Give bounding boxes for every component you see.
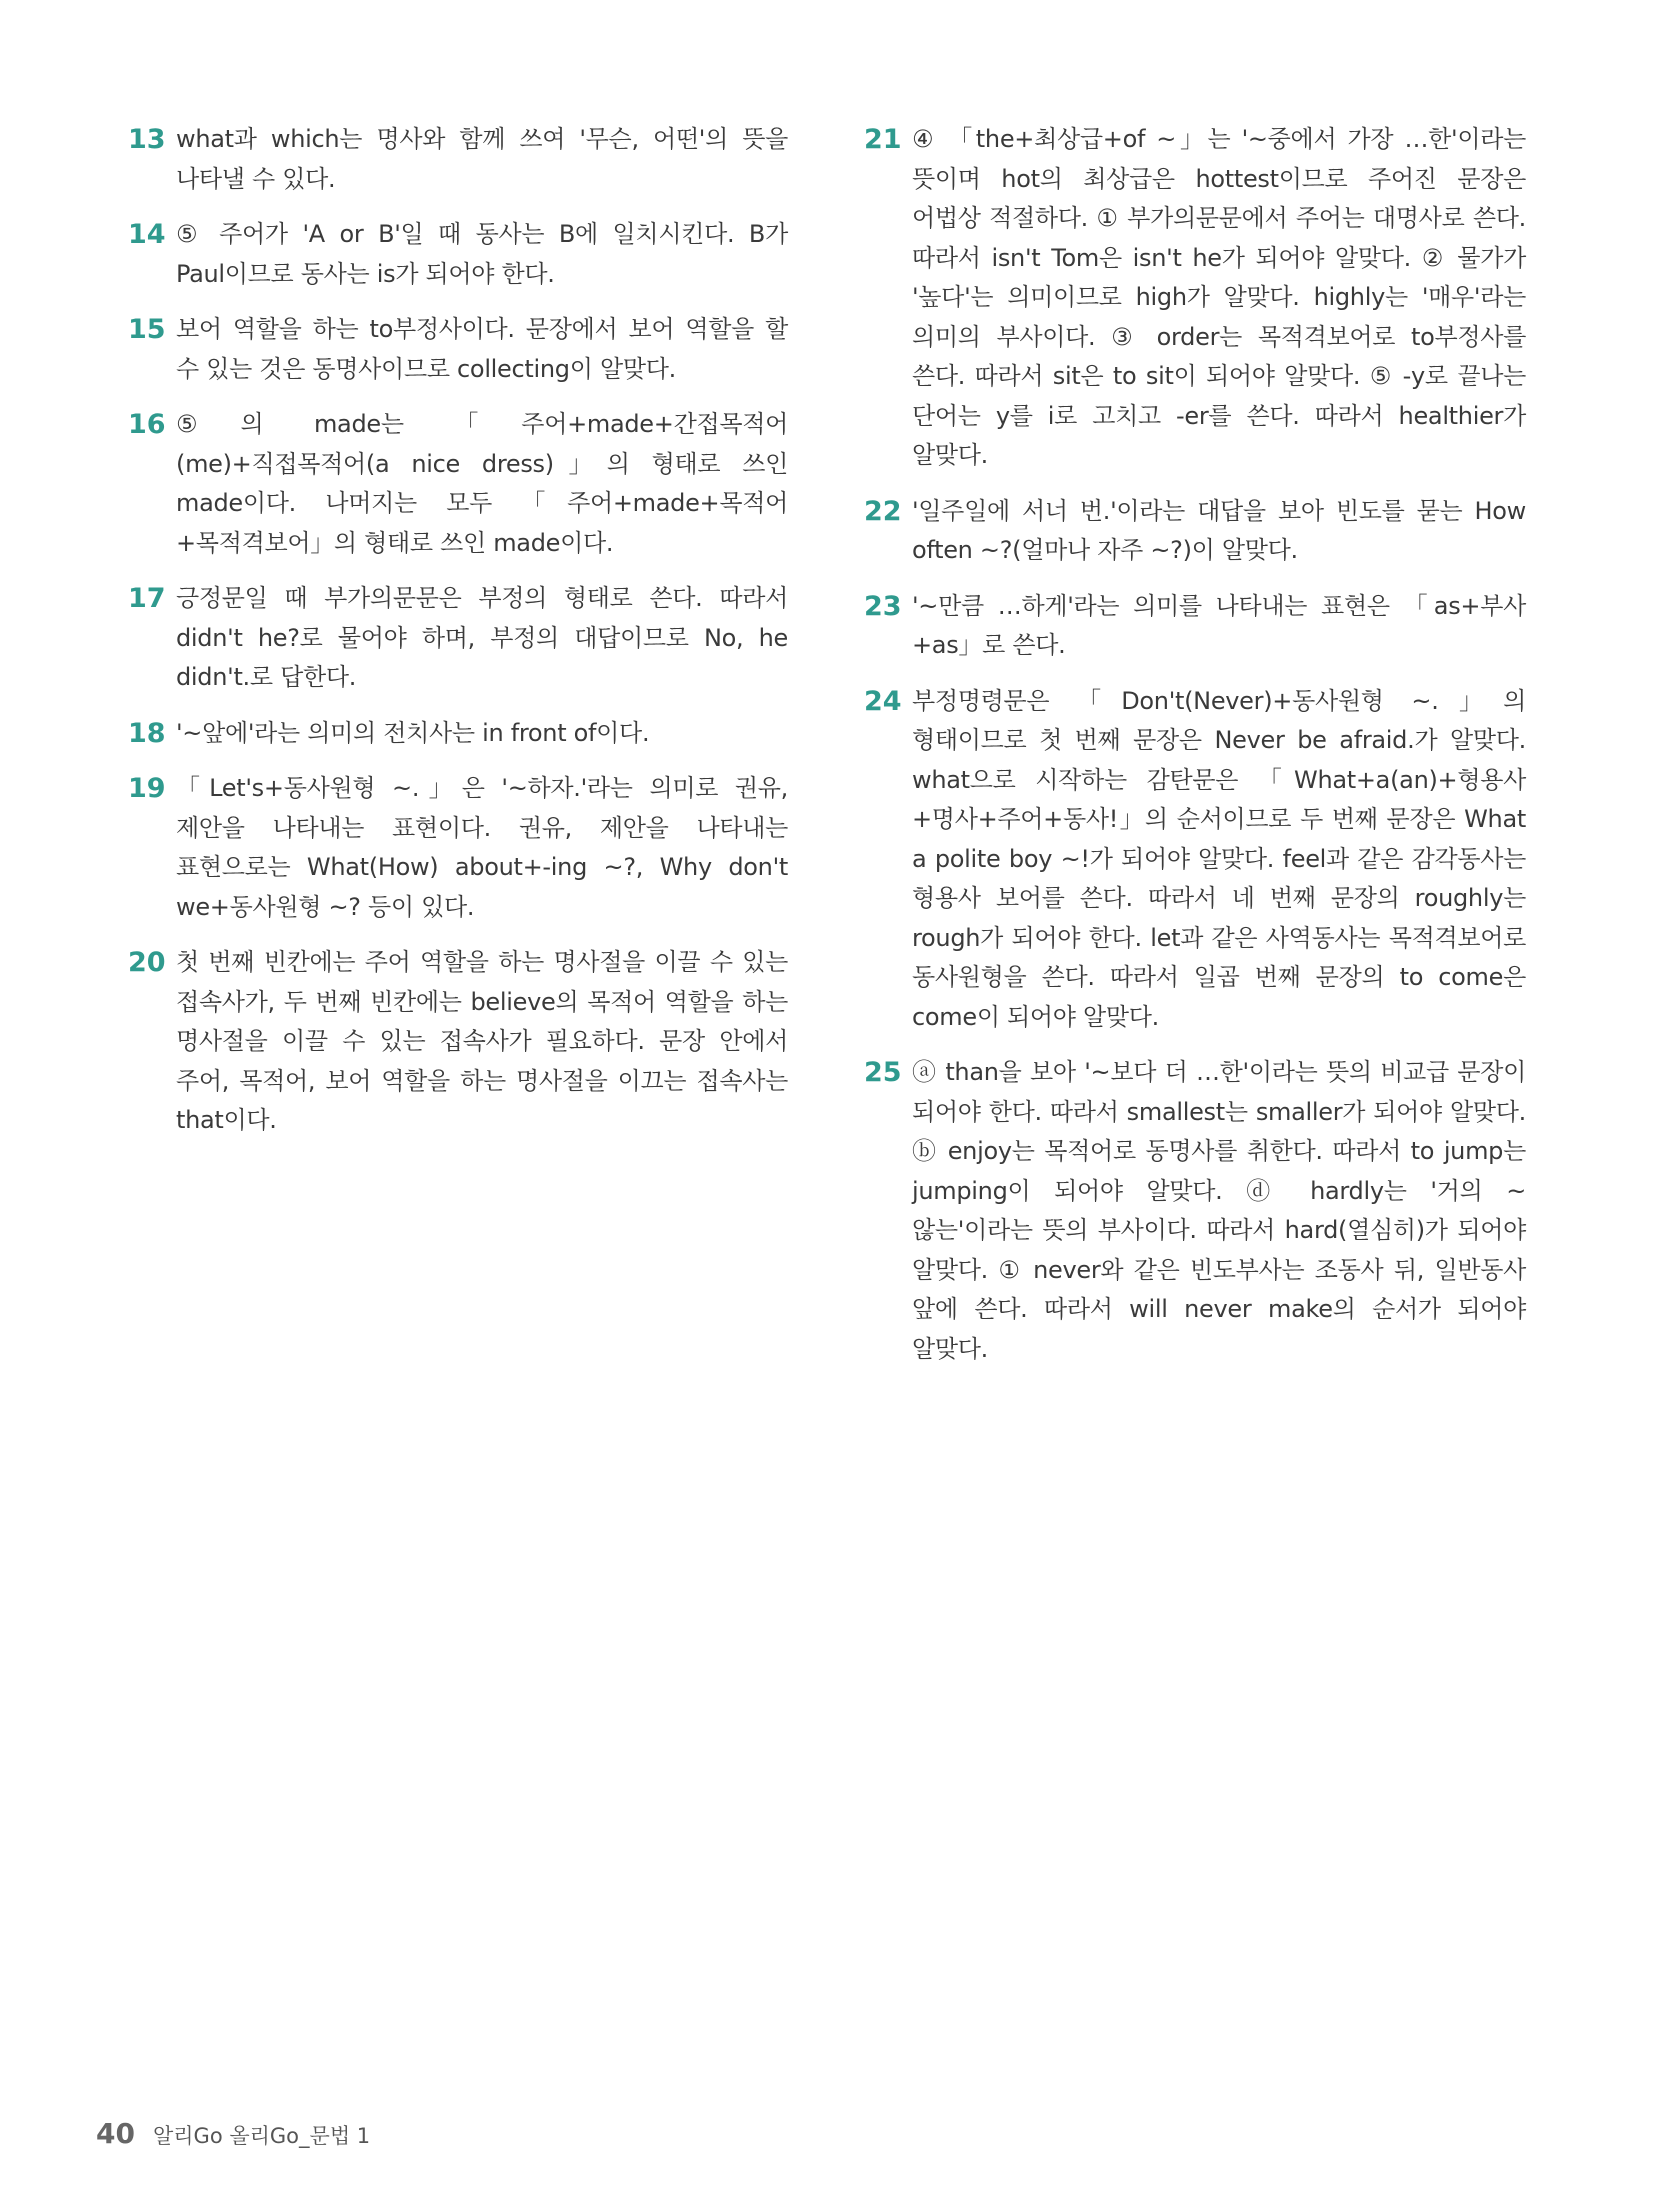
answer-number: 15 (128, 314, 166, 345)
answer-explanation: ⓐ than을 보아 '~보다 더 …한'이라는 뜻의 비교급 문장이 되어야 한다. 따라서 smallest는 smaller가 되어야 알맞다. ⓑ enjoy는 목적어로 동명사를 취한다. 따라서 to jump는 jumping이 되어야 알맞다. ⓓ hardly는 '거의 ~않는'이라는 뜻의 부사이다. 따라서 hard(열심히)가 되어야 알맞다. ① never와 같은 빈도부사는 조동사 뒤, 일반동사 앞에 쓴다. 따라서 will never make의 순서가 되어야 알맞다. (912, 1058, 1526, 1363)
answer-number: 20 (128, 947, 166, 978)
answer-item (128, 714, 788, 754)
answer-item (128, 943, 788, 1141)
answer-explanation: 부정명령문은 「Don't(Never)+동사원형 ~.」의 형태이므로 첫 번째 문장은 Never be afraid.가 알맞다. what으로 시작하는 감탄문은 「What+a(an)+형용사+명사+주어+동사!」의 순서이므로 두 번째 문장은 What a polite boy ~!가 되어야 알맞다. feel과 같은 감각동사는 형용사 보어를 쓴다. 따라서 네 번째 문장의 roughly는 rough가 되어야 한다. let과 같은 사역동사는 목적격보어로 동사원형을 쓴다. 따라서 일곱 번째 문장의 to come은 come이 되어야 알맞다. (912, 686, 1526, 1031)
answer-explanation: 「Let's+동사원형 ~.」은 '~하자.'라는 의미로 권유, 제안을 나타내는 표현이다. 권유, 제안을 나타내는 표현으로는 What(How) about+-ing ~?, Why don't we+동사원형 ~? 등이 있다. (176, 774, 788, 921)
answer-number: 14 (128, 219, 166, 250)
answer-item (864, 120, 1526, 476)
answer-item (128, 310, 788, 389)
book-title: 알리Go 올리Go_문법 1 (152, 2124, 371, 2148)
right-answer-column (864, 120, 1526, 1385)
answer-number: 16 (128, 409, 166, 440)
answer-item (128, 215, 788, 294)
answer-explanation: ⑤의 made는 「주어+made+간접목적어(me)+직접목적어(a nice dress)」의 형태로 쓰인 made이다. 나머지는 모두 「주어+made+목적어+목적격보어」의 형태로 쓰인 made이다. (176, 410, 788, 557)
answer-item (864, 1053, 1526, 1369)
answer-number: 18 (128, 717, 166, 749)
answer-number: 23 (864, 590, 902, 622)
answer-explanation: ④ 「the+최상급+of ~」는 '~중에서 가장 …한'이라는 뜻이며 hot의 최상급은 hottest이므로 주어진 문장은 어법상 적절하다. ① 부가의문문에서 주어는 대명사로 쓴다. 따라서 isn't Tom은 isn't he가 되어야 알맞다. ② 물가가 '높다'는 의미이므로 high가 알맞다. highly는 '매우'라는 의미의 부사이다. ③ order는 목적격보어로 to부정사를 쓴다. 따라서 sit은 to sit이 되어야 알맞다. ⑤ -y로 끝나는 단어는 y를 i로 고치고 -er를 쓴다. 따라서 healthier가 알맞다. (912, 125, 1526, 469)
page-number: 40 (96, 2117, 135, 2150)
page-footer (96, 2117, 370, 2150)
answer-explanation: '~만큼 …하게'라는 의미를 나타내는 표현은 「as+부사+as」로 쓴다. (912, 591, 1526, 659)
answer-number: 24 (864, 685, 902, 717)
answer-item (128, 120, 788, 199)
answer-explanation: ⑤ 주어가 'A or B'일 때 동사는 B에 일치시킨다. B가 Paul이므로 동사는 is가 되어야 한다. (176, 220, 788, 288)
answer-explanation: 보어 역할을 하는 to부정사이다. 문장에서 보어 역할을 할 수 있는 것은 동명사이므로 collecting이 알맞다. (176, 315, 788, 383)
answer-explanation: '~앞에'라는 의미의 전치사는 in front of이다. (176, 718, 650, 747)
answer-explanation: '일주일에 서너 번.'이라는 대답을 보아 빈도를 묻는 How often ~?(얼마나 자주 ~?)이 알맞다. (912, 496, 1526, 564)
answer-item (864, 492, 1526, 571)
answer-item (864, 682, 1526, 1038)
answer-number: 21 (864, 124, 902, 155)
answer-item (864, 587, 1526, 666)
left-answer-column (128, 120, 788, 1157)
answer-item (128, 405, 788, 563)
answer-explanation: 긍정문일 때 부가의문문은 부정의 형태로 쓴다. 따라서 didn't he?로 물어야 하며, 부정의 대답이므로 No, he didn't.로 답한다. (176, 584, 788, 691)
answer-number: 13 (128, 124, 166, 155)
answer-number: 25 (864, 1057, 902, 1088)
answer-explanation: what과 which는 명사와 함께 쓰여 '무슨, 어떤'의 뜻을 나타낼 수 있다. (176, 125, 788, 193)
answer-item (128, 769, 788, 927)
answer-number: 17 (128, 583, 166, 614)
answer-number: 19 (128, 773, 166, 804)
answer-item (128, 579, 788, 698)
answer-number: 22 (864, 495, 902, 527)
answer-explanation: 첫 번째 빈칸에는 주어 역할을 하는 명사절을 이끌 수 있는 접속사가, 두 번째 빈칸에는 believe의 목적어 역할을 하는 명사절을 이끌 수 있는 접속사가 필요하다. 문장 안에서 주어, 목적어, 보어 역할을 하는 명사절을 이끄는 접속사는 that이다. (176, 948, 788, 1134)
